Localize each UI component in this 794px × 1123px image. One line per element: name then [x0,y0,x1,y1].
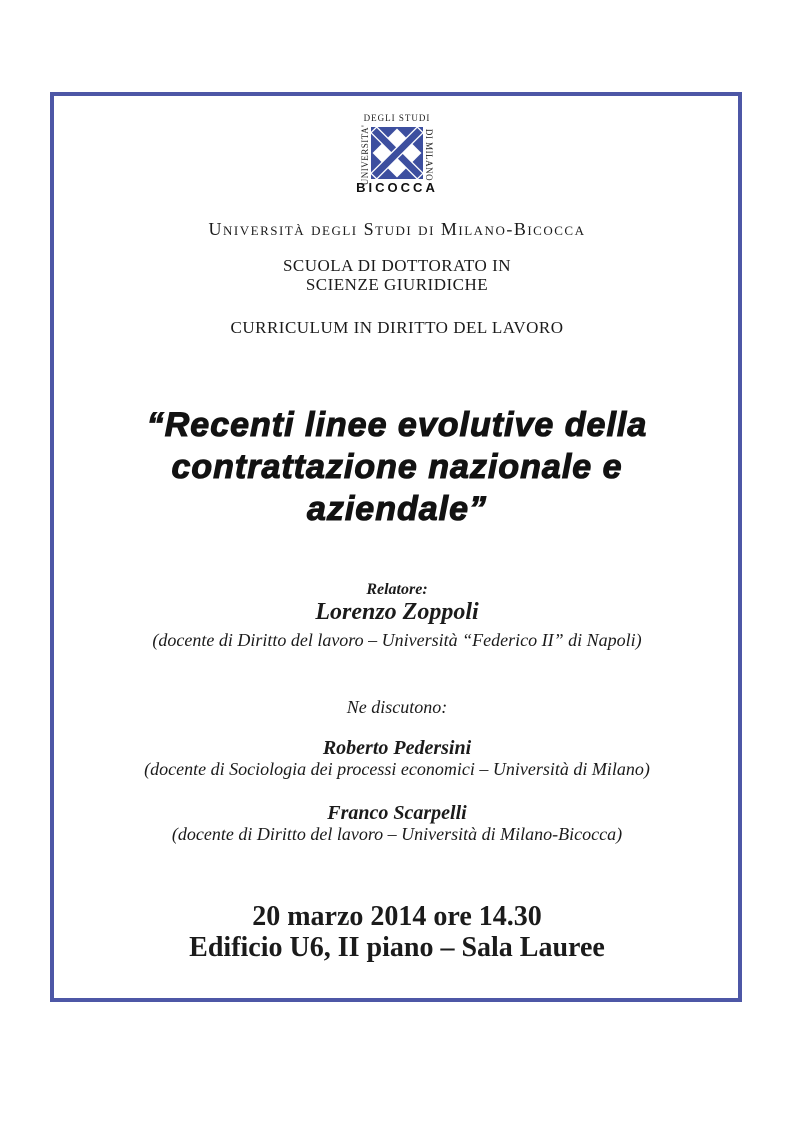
speaker-role-label: Relatore: [366,581,428,598]
seminar-title-line2: contrattazione nazionale e [171,448,623,486]
doctoral-school-line2: SCIENZE GIURIDICHE [305,275,489,294]
seminar-title [51,404,743,530]
doctoral-school-line1: SCUOLA DI DOTTORATO IN [282,256,512,275]
seminar-title-line1: “Recenti linee evolutive della [146,406,648,444]
event-location: Edificio U6, II piano – Sala Lauree [189,932,605,963]
discussant-name-pedersini: Roberto Pedersini [322,737,472,759]
discussants-label: Ne discutono: [346,697,448,717]
curriculum-line: CURRICULUM IN DIRITTO DEL LAVORO [230,318,564,337]
logo-text-degli-studi: DEGLI STUDI [363,113,431,123]
discussant-affiliation-pedersini: (docente di Sociologia dei processi economici – Università di Milano) [144,759,650,779]
speaker-name: Lorenzo Zoppoli [315,599,479,625]
logo-text-bicocca: BICOCCA [356,180,438,195]
discussant-name-scarpelli: Franco Scarpelli [327,802,467,824]
speaker-affiliation: (docente di Diritto del lavoro – Università “Federico II” di Napoli) [152,630,642,650]
university-logo-inner [349,112,445,208]
seminar-title-line3: aziendale” [306,490,488,528]
discussant-affiliation-scarpelli: (docente di Diritto del lavoro – Università di Milano-Bicocca) [171,824,623,844]
university-name: Università degli Studi di Milano-Bicocca [208,219,586,239]
logo-text-di-milano: DI MILANO [424,128,434,182]
logo-text-universita: UNIVERSITA' [360,124,370,186]
university-logo [51,112,743,208]
event-datetime: 20 marzo 2014 ore 14.30 [252,901,542,932]
doctoral-school-name [51,256,743,294]
bicocca-emblem-icon [371,127,423,179]
